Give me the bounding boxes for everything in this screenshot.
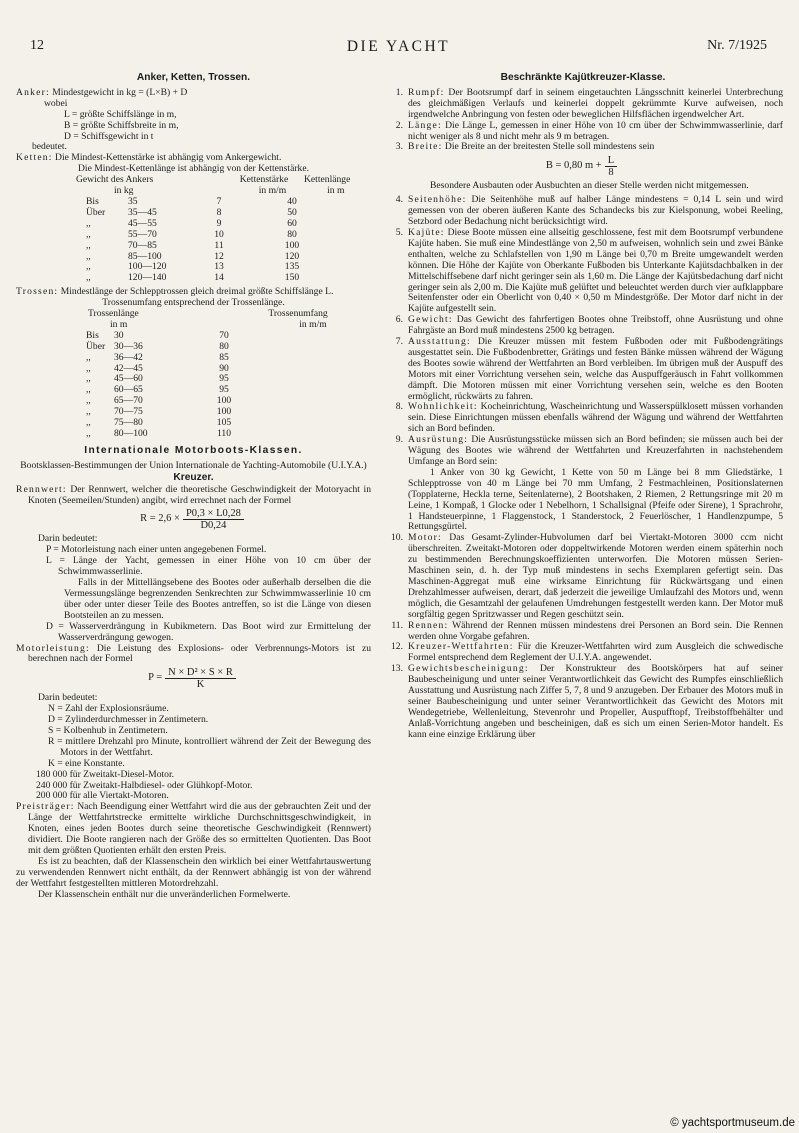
rule-number: 7. (395, 336, 403, 348)
table-cell: 80 (219, 340, 229, 352)
table-row (16, 219, 371, 230)
table-row (16, 364, 371, 375)
rule-text: Kocheinrichtung, Wascheinrichtung und Wasserspülklosett müssen vorhanden sein. Diese Einrichtungen müssen ebenfalls während der Wägung und während der Wettfahrten sich an Bord befinden. (408, 401, 783, 435)
table-cell: 60—65 (114, 384, 143, 396)
rule-number: 9. (395, 434, 403, 446)
rule-text: Während der Rennen müssen mindestens drei Personen an Bord sein. Die Rennen werden ohne Vorgabe gefahren. (408, 619, 783, 642)
table-cell: 11 (214, 239, 224, 251)
table-row (16, 407, 371, 418)
int-heading: Internationale Motorboots-Klassen. (84, 444, 303, 456)
table-cell: 85 (219, 351, 229, 363)
preistraeger-para (16, 802, 371, 857)
table-cell: 42—45 (114, 362, 143, 374)
rule-term: Breite: (408, 141, 443, 153)
int-sub: Bootsklassen-Bestimmungen der Union Internationale de Yachting-Automobile (U.I.Y.A.) (20, 459, 367, 471)
rennwert-numerator: P0,3 × L0,28 (183, 508, 244, 520)
table-cell: Über (86, 340, 106, 352)
table-cell: 80—100 (114, 428, 148, 439)
table-cell: ,, (86, 406, 91, 418)
table-header-cell: Trossenlänge (88, 308, 139, 320)
rule-term: Seitenhöhe: (408, 194, 467, 206)
bedeutet: bedeutet. (32, 141, 67, 153)
rule-number: 11. (391, 619, 403, 631)
table-cell: ,, (86, 428, 91, 439)
page-number: 12 (30, 38, 44, 53)
def-l2: L = Länge der Yacht, gemessen in einer Höhe von 10 cm über der Schwimmwasserlinie. (46, 555, 371, 578)
table-row (16, 262, 371, 273)
table-unit-cell: in kg (114, 185, 134, 197)
table-cell: ,, (86, 261, 91, 273)
rule-item-4 (383, 195, 783, 228)
def-l: L = größte Schiffslänge in m, (64, 108, 177, 120)
table-cell: 70 (219, 329, 229, 341)
right-column (383, 73, 783, 741)
table-unit-cell: in m (110, 318, 128, 330)
magazine-title: DIE YACHT (346, 38, 451, 55)
table-cell: 120 (284, 250, 300, 262)
breite-formula (383, 155, 783, 178)
table-row (16, 342, 371, 353)
rule-item-11 (383, 621, 783, 643)
table-row (16, 374, 371, 385)
rule-number: 5. (395, 226, 403, 238)
rule-text: Der Konstrukteur des Bootskörpers hat auf seiner Baubescheinigung und unter seiner Verantwortlichkeit das Gewicht des Rumpfes einschließlich Ausstattung und Ausrüstung nach Ziffer 5, 7, 8 und 9 anzugeben. Der Erbauer des Motors muß in seiner Baubescheinigung und unter seiner Verantwortlichkeit das Gewicht des Motors mit Wendegetriebe, Wellenleitung, Stevenrohr und Propeller, Auspufftopf, Treibstoffbehälter und Anlaß-Vorrichtung angeben und bescheinigen, daß es sich um einen Serien-Motor handelt. Es kann eine einzige Erklärung über (408, 663, 783, 740)
rule-text: Das Gewicht des fahrfertigen Bootes ohne Treibstoff, ohne Ausrüstung und ohne Fahrgäste an Bord muß mindestens 2500 kg betragen. (408, 314, 783, 337)
table-cell: 150 (284, 272, 300, 284)
breite-fraction (605, 155, 617, 178)
wobei: wobei (44, 97, 68, 109)
rennwert-term: Rennwert: (16, 483, 67, 495)
rule-item-12 (383, 642, 783, 664)
darin-bedeutet: Darin bedeutet: (38, 533, 98, 545)
rule-item-13 (383, 664, 783, 740)
rule-term: Kreuzer-Wettfahrten: (408, 641, 514, 653)
table-header-cell: Trossenumfang (268, 308, 328, 320)
rule-text: Das Gesamt-Zylinder-Hubvolumen darf bei Viertakt-Motoren 3000 ccm nicht überschreiten. Zweitakt-Motoren oder doppeltwirkende Motoren werden einem späterhin noch zu bestimmenden Berechnungskoeffizienten unterworfen. Die Motoren müssen Serien-Maschinen sein, d. h. der Typ muß mindestens in sechs Exemplaren gefertigt sein. Das Maschinen-Aggregat muß eine wirksame Einrichtung für Rückwärtsgang und einen Drehzahlmesser aufweisen, derart, daß jederzeit die jeweilige Umlaufzahl des Motors und, wenn möglich, die Gesamtzahl der gelaufenen Umdrehungen festgestellt werden kann. Der Motor muß sorgfältig gegen Spritzwasser und Regen geschützt sein. (408, 532, 783, 620)
motorleistung-text: Die Leistung des Explosions- oder Verbrennungs-Motors ist zu berechnen nach der Formel (28, 642, 372, 665)
rennwert-fraction (183, 508, 244, 531)
rule-term: Rennen: (408, 619, 449, 631)
rule-number: 10. (391, 532, 403, 544)
k-value-3: 200 000 für alle Viertakt-Motoren. (36, 790, 169, 802)
anker-heading: Anker, Ketten, Trossen. (136, 72, 251, 83)
def-n: N = Zahl der Explosionsräume. (48, 703, 169, 715)
trossen-term: Trossen: (16, 286, 59, 298)
table-row (16, 396, 371, 407)
rule-text: Die Länge L, gemessen in einer Höhe von 10 cm über der Schwimmwasserlinie, darf nicht weniger als 8 und nicht mehr als 9 m betragen. (408, 119, 783, 142)
rule-item-3 (383, 142, 783, 153)
rule-item-10 (383, 533, 783, 620)
table-cell: 7 (216, 195, 222, 207)
ausruestung-list: 1 Anker von 30 kg Gewicht, 1 Kette von 50 m Länge bei 8 mm Gliedstärke, 1 Schlepptrosse von 40 m Länge bei 70 mm Umfang, 2 Festmachleinen, Positionslaternen (Topplaterne, Heckla terne, Seitenlaterne), 2 Bootshaken, 2 Riemen, 2 Rettungsringe mit 20 m Leine, 1 Kompaß, 1 Glocke oder 1 Nebelhorn, 1 Schallsignal (Pfeife oder Sirene), 1 Sprachrohr, 1 Handsteuerpinne, 1 Flaggenstock, 1 Standerstock, 2 Feuerlöscher, 1 Handlenzpumpe, 5 Rettungsgürtel. (408, 466, 783, 533)
table-header-row (16, 175, 371, 186)
k-value-2: 240 000 für Zweitakt-Halbdiesel- oder Glühkopf-Motor. (36, 779, 253, 791)
table-unit-cell: in m/m (299, 318, 327, 330)
rule-term: Ausstattung: (408, 336, 471, 348)
preistraeger-term: Preisträger: (16, 801, 75, 813)
table-cell: 65—70 (114, 395, 143, 407)
rule-item-7 (383, 337, 783, 402)
table-cell: 8 (216, 206, 222, 218)
table-cell: 50 (287, 206, 297, 218)
table-cell: 100—120 (128, 261, 167, 273)
motor-denominator: K (196, 679, 205, 691)
rule-text: Der Bootsrumpf darf in seinem eingetauchten Längsschnitt keinerlei Unterbrechung des gleichmäßigen Verlaufs und keinerlei doppelt gekrümmte Kurve aufweisen, noch irgendwelche Anbringung von festen oder beweglichen Hilfsflächen irgendwelcher Art. (408, 86, 783, 120)
left-column (16, 73, 371, 901)
table-cell: ,, (86, 417, 91, 429)
motorleistung-para (16, 644, 371, 666)
table-cell: 9 (216, 217, 222, 229)
kajuetkreuzer-heading: Beschränkte Kajütkreuzer-Klasse. (500, 72, 666, 83)
table-row (16, 208, 371, 219)
table-cell: 45—60 (114, 373, 143, 385)
table-cell: 100 (216, 406, 232, 418)
table-unit-cell: in m (327, 185, 345, 197)
motor-numerator: N × D² × S × R (165, 667, 236, 679)
def-s: S = Kolbenhub in Zentimetern. (48, 725, 168, 737)
rennwert-lhs: R = 2,6 × (140, 513, 180, 525)
page-header (30, 38, 767, 60)
rule-item-9 (383, 435, 783, 468)
table-row (16, 353, 371, 364)
breite-denominator: 8 (608, 167, 614, 179)
table-cell: 55—70 (128, 228, 157, 240)
table-cell: ,, (86, 373, 91, 385)
rule-item-2 (383, 121, 783, 143)
issue-number: Nr. 7/1925 (707, 38, 767, 53)
anker-term: Anker: (16, 86, 50, 98)
table-cell: 80 (287, 228, 297, 240)
table-cell: 12 (214, 250, 224, 262)
table-cell: 30 (114, 329, 124, 341)
rule-item-8 (383, 402, 783, 435)
table-cell: 45—55 (128, 217, 157, 229)
rule-number: 8. (395, 401, 403, 413)
table-cell: 75—80 (114, 417, 143, 429)
anker-table (16, 175, 371, 284)
table-cell: ,, (86, 228, 91, 240)
table-cell: 13 (214, 261, 224, 273)
table-cell: 60 (287, 217, 297, 229)
k-value-1: 180 000 für Zweitakt-Diesel-Motor. (36, 768, 175, 780)
rule-term: Rumpf: (408, 86, 445, 98)
table-cell: Bis (86, 195, 99, 207)
table-cell: 35 (128, 195, 138, 207)
table-cell: 70—75 (114, 406, 143, 418)
table-cell: Über (86, 206, 106, 218)
rule-term: Länge: (408, 119, 442, 131)
table-cell: 14 (214, 272, 224, 284)
rule-item-1 (383, 88, 783, 121)
table-unit-row (16, 186, 371, 197)
table-row (16, 385, 371, 396)
table-cell: Bis (86, 329, 99, 341)
rule-text: Die Breite an der breitesten Stelle soll mindestens sein (444, 141, 655, 153)
rule-item-5 (383, 228, 783, 315)
rennwert-formula (16, 508, 371, 531)
rule-term: Ausrüstung: (408, 434, 469, 446)
motorleistung-term: Motorleistung: (16, 642, 90, 654)
table-cell: 100 (284, 239, 300, 251)
preistraeger-text: Nach Beendigung einer Wettfahrt wird die aus der gebrauchten Zeit und der Länge der Wettfahrtstrecke ermittelte wirkliche Durchschnittsgeschwindigkeit, in Knoten, eines jeden Bootes durch seine theoretische Geschwindigkeit (Rennwert) dividiert. Die Boote rangieren nach der Größe des so ermittelten Quotienten. Das Boot mit dem größten Quotienten erhält den ersten Preis. (28, 801, 371, 856)
table-cell: ,, (86, 395, 91, 407)
breite-text2: Besondere Ausbauten oder Ausbuchten an dieser Stelle werden nicht mitgemessen. (430, 180, 749, 192)
table-cell: 95 (219, 373, 229, 385)
motor-formula (16, 667, 371, 690)
rennwert-para (16, 485, 371, 507)
table-cell: 30—36 (114, 340, 143, 352)
table-cell: 70—85 (128, 239, 157, 251)
kreuzer-heading: Kreuzer. (173, 471, 214, 483)
motor-lhs: P = (148, 672, 163, 684)
rule-number: 4. (395, 194, 403, 206)
table-unit-cell: in m/m (258, 185, 287, 197)
rule-item-6 (383, 315, 783, 337)
table-cell: ,, (86, 362, 91, 374)
rule-number: 6. (395, 314, 403, 326)
table-header-cell: Gewicht des Ankers (76, 174, 154, 186)
trossen-text2: Trossenumfang entsprechend der Trossenlänge. (102, 297, 285, 309)
table-header-cell: Kettenstärke (239, 174, 289, 186)
table-cell: 10 (214, 228, 224, 240)
def-k: K = eine Konstante. (48, 757, 125, 769)
anker-formula: Mindestgewicht in kg = (L×B) + D (52, 86, 188, 98)
table-cell: 110 (216, 428, 232, 439)
table-cell: 105 (216, 417, 232, 429)
rennwert-denominator: D0,24 (200, 520, 227, 532)
table-row (16, 273, 371, 284)
def-d3: D = Zylinderdurchmesser in Zentimetern. (48, 714, 209, 726)
ketten-text1: Die Mindest-Kettenstärke ist abhängig vom Ankergewicht. (55, 152, 282, 164)
trossen-text: Mindestlänge der Schlepptrossen gleich dreimal größte Schiffslänge L. (60, 286, 334, 298)
breite-numerator: L (605, 155, 617, 167)
table-cell: 100 (216, 395, 232, 407)
table-cell: 90 (219, 362, 229, 374)
rule-number: 1. (395, 86, 403, 98)
table-row (16, 429, 371, 440)
def-d: D = Schiffsgewicht in t (64, 130, 154, 142)
table-cell: 95 (219, 384, 229, 396)
rule-text: Die Kreuzer müssen mit festem Fußboden oder mit Fußbodengrätings ausgestattet sein. Die Fußbodenbretter, Grätings und festen Bänke müssen während der Wägung des Bootes sowie während der Wettfahrten an Bord verbleiben. Im übrigen muß der Auspuff des Motors mit einer Vorrichtung versehen sein, welche das Auspuffgeräusch in Fahrt vollkommen dämpft. Die Motoren müssen mit einer Vorrichtung versehen sein, welche es den Booten ermöglicht, rückwärts zu fahren. (408, 336, 783, 402)
table-cell: 85—100 (128, 250, 162, 262)
table-row (16, 197, 371, 208)
def-r: R = mittlere Drehzahl pro Minute, kontrolliert während der Zeit der Bewegung des Motors in der Wettfahrt. (48, 735, 371, 758)
rule-text: Die Ausrüstungsstücke müssen sich an Bord befinden; sie müssen auch bei der Wägung des Bootes wie während der Wettfahrten und Kreuzerfahrten in nachstehendem Umfange an Bord sein: (408, 434, 783, 467)
table-cell: 40 (287, 195, 297, 207)
table-header-cell: Kettenlänge (304, 174, 351, 186)
rennwert-text: Der Rennwert, welcher die theoretische Geschwindigkeit der Motoryacht in Knoten (Seemeilen/Stunden) angibt, wird errechnet nach der Formel (28, 483, 371, 506)
table-cell: 135 (284, 261, 300, 273)
ketten-text2: Die Mindest-Kettenlänge ist abhängig von der Kettenstärke. (78, 163, 309, 175)
table-cell: ,, (86, 272, 91, 284)
table-row (16, 418, 371, 429)
table-cell: 35—45 (128, 206, 157, 218)
table-cell: 36—42 (114, 351, 143, 363)
motor-fraction (165, 667, 236, 690)
def-b: B = größte Schiffsbreite in m, (64, 119, 179, 131)
trossen-table (16, 309, 371, 440)
rule-text: Die Seitenhöhe muß auf halber Länge mindestens = 0,14 L sein und wird gemessen von der oberen äußeren Kante des Schandecks bis zur Kielsponung, wobei Reeling, Setzbord oder Bedachung nicht berücksichtigt wird. (408, 194, 783, 228)
preistraeger-text3: Der Klassenschein enthält nur die unveränderlichen Formelwerte. (38, 888, 291, 900)
table-cell: ,, (86, 351, 91, 363)
table-cell: 120—140 (128, 272, 167, 284)
table-cell: ,, (86, 217, 91, 229)
table-row (16, 241, 371, 252)
table-row (16, 252, 371, 263)
def-p: P = Motorleistung nach einer unten angegebenen Formel. (46, 544, 267, 556)
breite-lhs: B = 0,80 m + (545, 160, 602, 172)
rule-term: Gewicht: (408, 314, 453, 326)
def-l3: Falls in der Mittellängsebene des Bootes oder außerhalb derselben die die Vermessungslänge begrenzenden Senkrechten zur Schwimmwasserlinie 10 cm über oder unter dieser Teile des Bootes antreffen, so ist die Länge von diesen Bootsteilen an zu messen. (64, 577, 371, 621)
rule-number: 3. (395, 141, 403, 153)
def-d2: D = Wasserverdrängung in Kubikmetern. Das Boot wird zur Ermittelung der Wasserverdrängung gewogen. (46, 620, 371, 643)
ketten-term: Ketten: (16, 152, 53, 164)
table-row (16, 230, 371, 241)
table-row (16, 331, 371, 342)
rule-text: Für die Kreuzer-Wettfahrten wird zum Ausgleich die schwedische Formel entsprechend dem Reglement der U.I.Y.A. angewendet. (408, 641, 783, 664)
rule-number: 13. (391, 663, 403, 675)
rule-number: 12. (391, 641, 403, 653)
rule-term: Gewichtsbescheinigung: (408, 663, 529, 675)
rule-term: Kajüte: (408, 226, 445, 238)
preistraeger-text2: Es ist zu beachten, daß der Klassenschein den wirklich bei einer Wettfahrtauswertung zu verwendenden Rennwert nicht enthält, da der Rennwert abhängig ist von der während der Wettfahrt festgestellten mittleren Motordrehzahl. (16, 855, 371, 889)
table-unit-row (16, 320, 371, 331)
table-cell: ,, (86, 250, 91, 262)
table-cell: ,, (86, 384, 91, 396)
watermark: © yachtsportmuseum.de (670, 1117, 795, 1129)
table-cell: ,, (86, 239, 91, 251)
darin-bedeutet-2: Darin bedeutet: (38, 692, 98, 704)
rule-term: Motor: (408, 532, 442, 544)
anker-formula-line (16, 88, 371, 99)
rule-number: 2. (395, 119, 403, 131)
rule-text: Diese Boote müssen eine allseitig geschlossene, fest mit dem Bootsrumpf verbundene Kajüte haben. Sie muß eine Mindestlänge von 2,50 m aufweisen, wohnlich sein und zwei Bänke enthalten, welche zu Schlafstellen von 1,90 m Länge bei 0,70 m Breite umgewandelt werden können. Die Höhe der Kajüte von Oberkante Fußboden bis Unterkante Kajütsdachbalken in der Mittelschiffsebene darf nicht geringer sein als 1,60 m. Die Länge der Kajütsbedachung darf nicht geringer sein als 2,00 m. Die Kajüte muß gelüftet und beleuchtet werden durch vier aufklappbare Seitenfenster oder ein Oberlicht von 0,40 × 0,50 m Mindestgröße. Der Motor darf nicht in der Kajüte aufgestellt sein. (408, 226, 783, 315)
rule-term: Wohnlichkeit: (408, 401, 478, 413)
